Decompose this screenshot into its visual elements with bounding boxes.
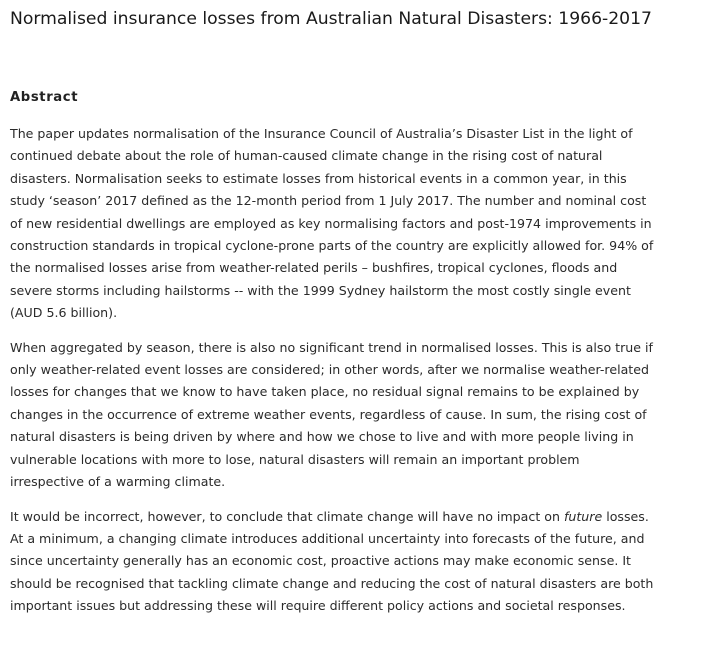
text-line: only weather-related event losses are considered; in other words, after we normalise weather-related <box>10 362 649 378</box>
abstract-body <box>10 123 710 630</box>
text-line: continued debate about the role of human-caused climate change in the rising cost of natural <box>10 148 603 164</box>
text-line: the normalised losses arise from weather-related perils – bushfires, tropical cyclones, floods and <box>10 260 618 276</box>
text-run: It would be incorrect, however, to conclude that climate change will have no impact on <box>10 508 564 524</box>
text-line: should be recognised that tackling climate change and reducing the cost of natural disasters are both <box>10 575 654 591</box>
text-line: The paper updates normalisation of the Insurance Council of Australia’s Disaster List in the light of <box>10 126 633 141</box>
text-line: losses for changes that we know to have taken place, no residual signal remains to be explained by <box>10 384 640 400</box>
text-line: changes in the occurrence of extreme weather events, regardless of cause. In sum, the rising cost of <box>10 406 647 422</box>
text-line: of new residential dwellings are employed as key normalising factors and post-1974 improvements in <box>10 215 652 231</box>
text-line: disasters. Normalisation seeks to estimate losses from historical events in a common year, in this <box>10 170 627 186</box>
text-line: natural disasters is being driven by where and how we chose to live and with more people living in <box>10 429 634 445</box>
text-line: construction standards in tropical cyclone-prone parts of the country are explicitly allowed for. 94% of <box>10 238 654 254</box>
section-heading-abstract: Abstract <box>10 90 79 105</box>
document-page <box>10 6 710 614</box>
abstract-paragraph-1 <box>10 123 710 325</box>
emphasized-word: future <box>563 508 603 524</box>
document-title: Normalised insurance losses from Australian Natural Disasters: 1966-2017 <box>10 9 652 29</box>
text-line: important issues but addressing these will require different policy actions and societal responses. <box>10 598 626 614</box>
text-line: (AUD 5.6 billion). <box>10 305 118 321</box>
text-line: since uncertainty generally has an economic cost, proactive actions may make economic sense. It <box>10 553 631 569</box>
abstract-paragraph-2 <box>10 337 710 494</box>
text-line: vulnerable locations with more to lose, natural disasters will remain an important problem <box>10 451 580 467</box>
text-line: At a minimum, a changing climate introduces additional uncertainty into forecasts of the future, and <box>10 530 645 546</box>
abstract-paragraph-3 <box>10 506 710 618</box>
text-line: study ‘season’ 2017 defined as the 12-month period from 1 July 2017. The number and nominal cost <box>10 193 647 209</box>
text-line: When aggregated by season, there is also no significant trend in normalised losses. This is also true if <box>10 339 653 355</box>
text-line <box>10 506 710 528</box>
text-line: severe storms including hailstorms -- with the 1999 Sydney hailstorm the most costly single event <box>10 282 631 298</box>
text-line: irrespective of a warming climate. <box>10 474 226 490</box>
text-run: losses. <box>602 508 649 524</box>
